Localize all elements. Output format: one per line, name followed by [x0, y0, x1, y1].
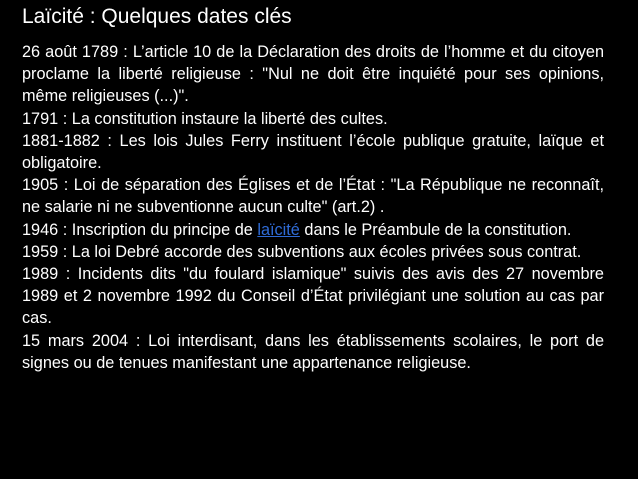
- entry-1905: 1905 : Loi de séparation des Églises et de l’État : "La République ne reconnaît, ne salarie ni ne subventionne aucun culte" (art.2) .: [22, 176, 604, 217]
- entry-1946-before: 1946 : Inscription du principe de: [22, 220, 258, 239]
- entry-1881-1882: 1881-1882 : Les lois Jules Ferry instituent l’école publique gratuite, laïque et obligatoire.: [22, 131, 604, 173]
- entry-1946: [22, 219, 604, 241]
- laicite-link[interactable]: laïcité: [257, 220, 300, 239]
- slide-title: Laïcité : Quelques dates clés: [22, 5, 292, 28]
- slide-body: [22, 41, 604, 374]
- entry-1791: 1791 : La constitution instaure la liberté des cultes.: [22, 109, 388, 128]
- entry-1946-after: dans le Préambule de la constitution.: [299, 220, 572, 239]
- entry-1959: 1959 : La loi Debré accorde des subventions aux écoles privées sous contrat.: [22, 242, 582, 261]
- entry-1989: 1989 : Incidents dits "du foulard islamique" suivis des avis des 27 novembre 1989 et 2 novembre 1992 du Conseil d’État privilégiant une solution au cas par cas.: [22, 265, 604, 328]
- entry-2004: 15 mars 2004 : Loi interdisant, dans les établissements scolaires, le port de signes ou de tenues manifestant une appartenance religieuse.: [22, 331, 604, 372]
- entry-1789: 26 août 1789 : L’article 10 de la Déclaration des droits de l’homme et du citoyen proclame la liberté religieuse : "Nul ne doit être inquiété pour ses opinions, même religieuses (...)".: [22, 43, 604, 106]
